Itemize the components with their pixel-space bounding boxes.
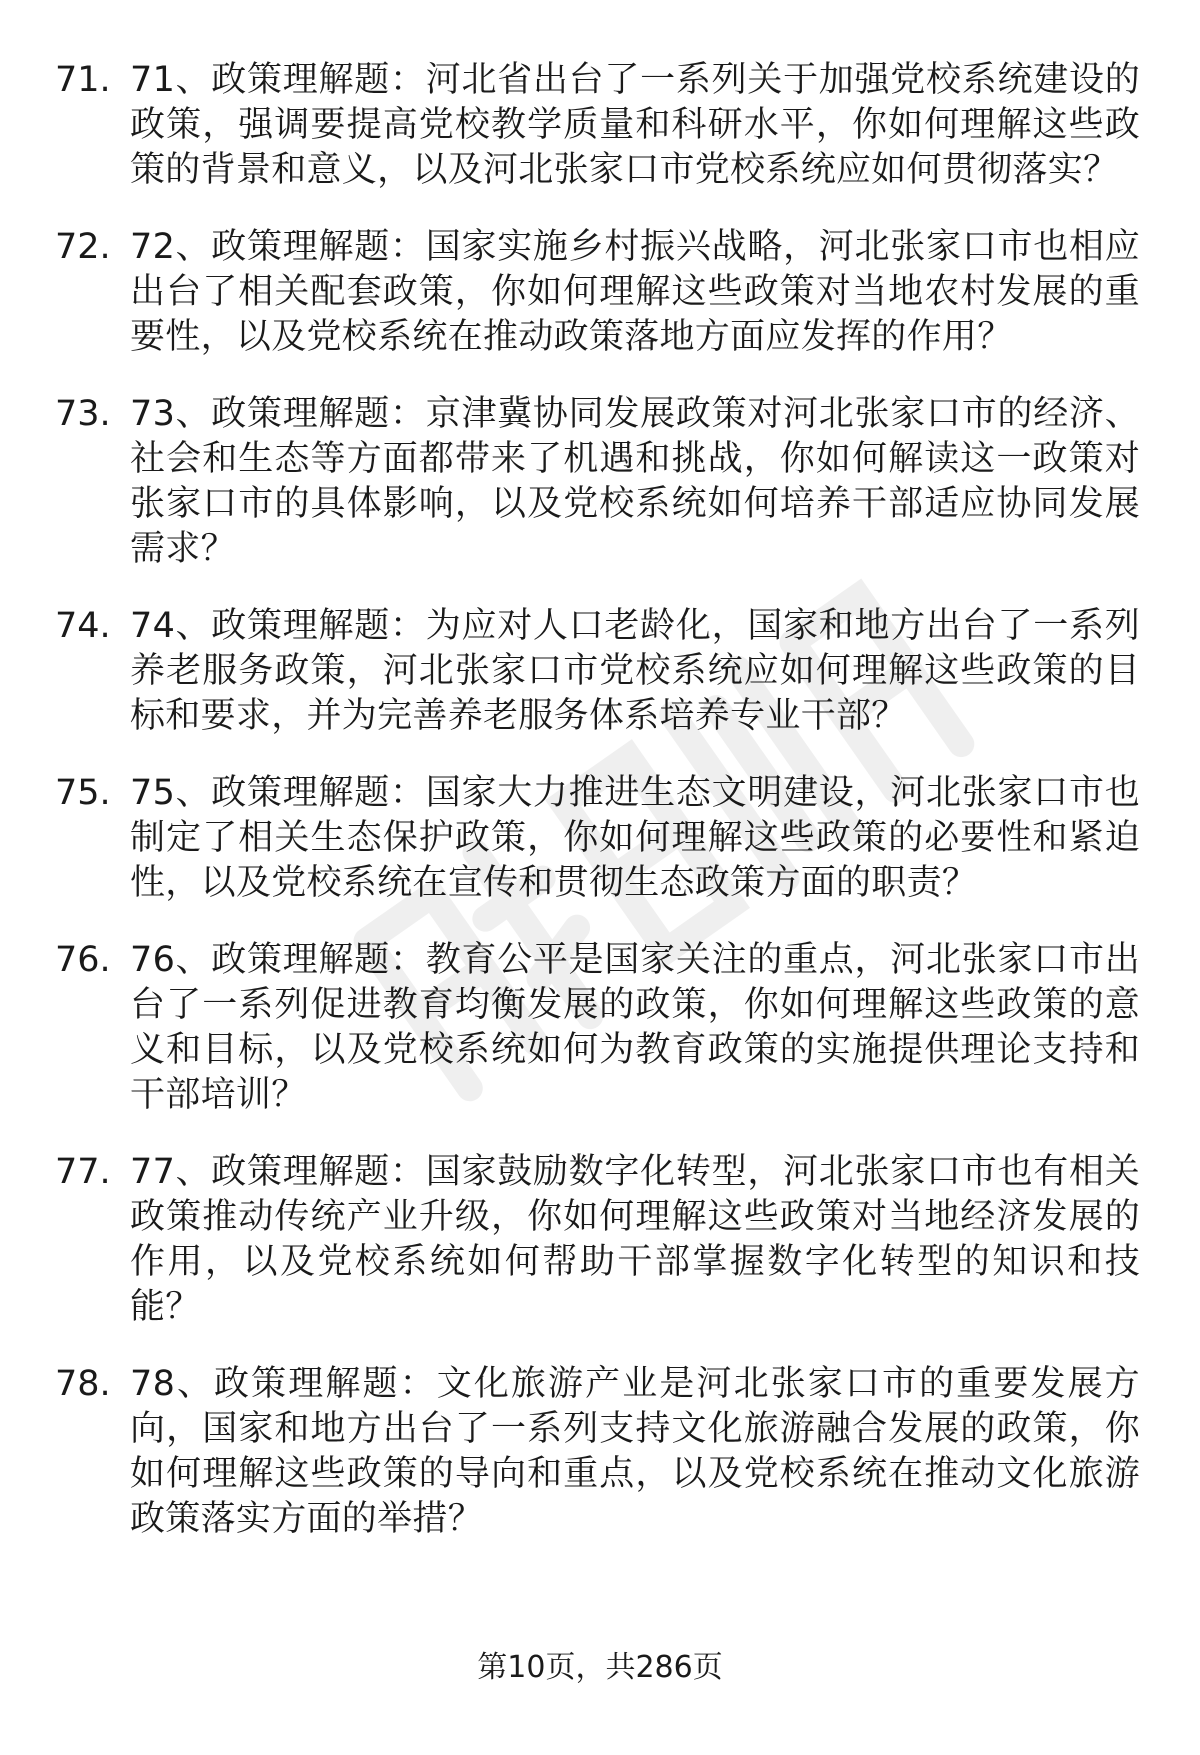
- question-text: 72、政策理解题：国家实施乡村振兴战略，河北张家口市也相应出台了相关配套政策，你如何理解这些政策对当地农村发展的重要性，以及党校系统在推动政策落地方面应发挥的作用？: [130, 227, 1140, 357]
- question-item: [55, 1150, 1140, 1330]
- question-item: [55, 225, 1140, 360]
- page-number-footer: 第10页，共286页: [477, 1650, 723, 1685]
- question-item: [55, 1362, 1140, 1542]
- question-text: 73、政策理解题：京津冀协同发展政策对河北张家口市的经济、社会和生态等方面都带来了机遇和挑战，你如何解读这一政策对张家口市的具体影响，以及党校系统如何培养干部适应协同发展需求？: [130, 394, 1140, 569]
- question-text: 78、政策理解题：文化旅游产业是河北张家口市的重要发展方向，国家和地方出台了一系列支持文化旅游融合发展的政策，你如何理解这些政策的导向和重点，以及党校系统在推动文化旅游政策落实方面的举措？: [130, 1364, 1140, 1539]
- question-number: 73.: [55, 394, 111, 434]
- question-number: 74.: [55, 606, 111, 646]
- question-number: 75.: [55, 773, 111, 813]
- question-text: 76、政策理解题：教育公平是国家关注的重点，河北张家口市出台了一系列促进教育均衡发展的政策，你如何理解这些政策的意义和目标，以及党校系统如何为教育政策的实施提供理论支持和干部培训？: [130, 940, 1140, 1115]
- question-item: [55, 771, 1140, 906]
- question-item: [55, 58, 1140, 193]
- question-list: [55, 58, 1140, 1542]
- question-item: [55, 604, 1140, 739]
- question-item: [55, 392, 1140, 572]
- question-number: 76.: [55, 940, 111, 980]
- question-text: 75、政策理解题：国家大力推进生态文明建设，河北张家口市也制定了相关生态保护政策，你如何理解这些政策的必要性和紧迫性，以及党校系统在宣传和贯彻生态政策方面的职责？: [130, 773, 1140, 903]
- question-item: [55, 938, 1140, 1118]
- question-text: 74、政策理解题：为应对人口老龄化，国家和地方出台了一系列养老服务政策，河北张家口市党校系统应如何理解这些政策的目标和要求，并为完善养老服务体系培养专业干部？: [130, 606, 1140, 736]
- question-number: 77.: [55, 1152, 111, 1192]
- question-number: 78.: [55, 1364, 111, 1404]
- question-number: 71.: [55, 60, 111, 100]
- question-text: 77、政策理解题：国家鼓励数字化转型，河北张家口市也有相关政策推动传统产业升级，你如何理解这些政策对当地经济发展的作用，以及党校系统如何帮助干部掌握数字化转型的知识和技能？: [130, 1152, 1140, 1327]
- question-text: 71、政策理解题：河北省出台了一系列关于加强党校系统建设的政策，强调要提高党校教学质量和科研水平，你如何理解这些政策的背景和意义，以及河北张家口市党校系统应如何贯彻落实？: [130, 60, 1140, 190]
- question-number: 72.: [55, 227, 111, 267]
